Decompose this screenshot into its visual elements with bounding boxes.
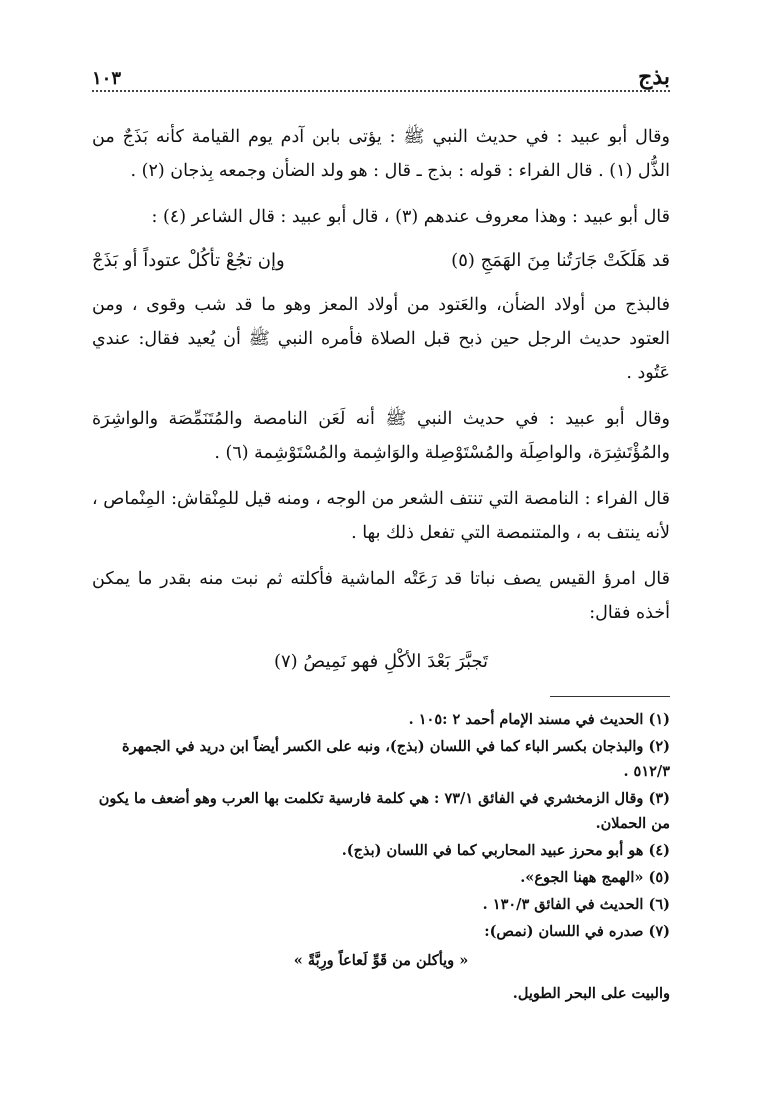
paragraph-2: قال أبو عبيد : وهذا معروف عندهم (٣) ، قال أبو عبيد : قال الشاعر (٤) :: [151, 207, 670, 227]
footnote-7: (٧) صدره في اللسان (نمص):: [484, 923, 670, 940]
footnote-2: (٢) والبذجان بكسر الباء كما في اللسان (بذج)، ونبه على الكسر أيضاً ابن دريد في الجمهرة ٥١٢/٣ .: [122, 738, 670, 780]
paragraph-6: قال امرؤ القيس يصف نباتا قد رَعَتْه الماشية فأكلته ثم نبت منه بقدر ما يمكن أخذه فقال:: [92, 569, 670, 623]
verse-1: [92, 242, 670, 280]
verse-1-first-hemistich: قد هَلَكَتْ جَارَتُنا مِنَ الهَمَجِ (٥): [451, 250, 670, 271]
verse-2: تَجبَّرَ بَعْدَ الأكْلِ فهو نَمِيصُ (٧): [273, 651, 489, 672]
paragraph-4: وقال أبو عبيد : في حديث النبي ﷺ أنه لَعَن النامصة والمُتَنَمِّصَة والواشِرَة والمُؤْتَشِرَة، والواصِلَة والمُسْتَوْصِلة والوَاشِمة والمُسْتَوْشِمة (٦) .: [92, 409, 670, 463]
footnote-5: (٥) «الهمج ههنا الجوع».: [520, 869, 670, 886]
page-header: [92, 56, 670, 92]
footnote-6: (٦) الحديث في الفائق ١٣٠/٣ .: [482, 896, 670, 913]
footnote-7-note: والبيت على البحر الطويل.: [512, 985, 670, 1002]
book-page: [92, 56, 670, 1066]
verse-1-second-hemistich: وإن تجُعْ تأكُلْ عتوداً أو بَذَجْ: [92, 250, 285, 271]
footnote-1: (١) الحديث في مسند الإمام أحمد ٢ :١٠٥ .: [408, 711, 670, 728]
footnote-divider: [550, 696, 670, 697]
footnote-3: (٣) وقال الزمخشري في الفائق ٧٣/١ : هي كلمة فارسية تكلمت بها العرب وهو أضعف ما يكون من الحملان.: [98, 790, 670, 832]
page-number: ١٠٣: [92, 68, 122, 89]
footnote-4: (٤) هو أبو محرز عبيد المحاربي كما في اللسان (بذج).: [341, 842, 670, 859]
footnotes: [92, 707, 670, 1006]
paragraph-5: قال الفراء : النامصة التي تنتف الشعر من الوجه ، ومنه قيل للمِنْقاش: المِنْماص ، لأنه ينتف به ، والمتنمصة التي تفعل ذلك بها .: [92, 489, 670, 543]
running-title: بذج: [638, 64, 670, 90]
paragraph-3: فالبذج من أولاد الضأن، والعَتود من أولاد المعز وهو ما قد شب وقوى ، ومن العتود حديث الرجل حين ذبح قبل الصلاة فأمره النبي ﷺ أن يُعيد فقال: عندي عَتُود .: [92, 295, 670, 383]
paragraph-1: وقال أبو عبيد : في حديث النبي ﷺ : يؤتى بابن آدم يوم القيامة كأنه بَذَجٌ من الذُّل (١) . قال الفراء : قوله : بذج ـ قال : هو ولد الضأن وجمعه بِذجان (٢) .: [92, 127, 670, 181]
footnote-7-verse: « ويأكلن من قَوِّ لَعاعاً ورِبَّةً »: [293, 952, 469, 969]
